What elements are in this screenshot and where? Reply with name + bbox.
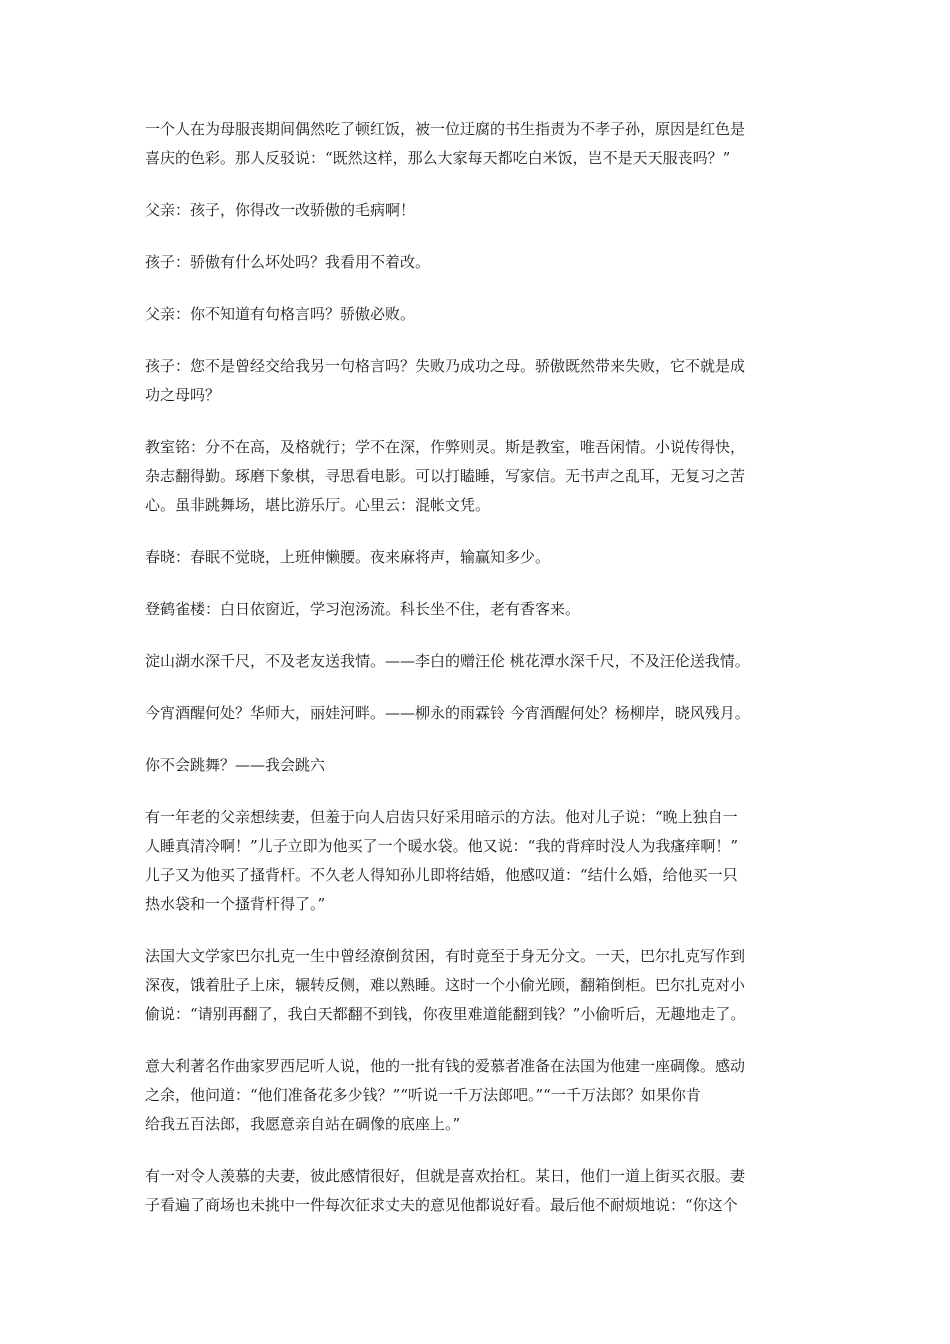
paragraph bbox=[145, 942, 815, 1029]
paragraph bbox=[145, 248, 815, 277]
text-line: 教室铭：分不在高，及格就行；学不在深，作弊则灵。斯是教室，唯吾闲情。小说传得快， bbox=[145, 438, 746, 456]
text-line: 淀山湖水深千尺，不及老友送我情。——李白的赠汪伦 桃花潭水深千尺，不及汪伦送我情。 bbox=[145, 652, 750, 670]
text-line: 之余，他问道：“他们准备花多少钱？”“听说一千万法郎吧。”“一千万法郎？如果你肯 bbox=[145, 1086, 701, 1104]
text-line: 春晓：春眠不觉晓，上班伸懒腰。夜来麻将声，输赢知多少。 bbox=[145, 548, 551, 566]
text-line: 今宵酒醒何处？华师大，丽娃河畔。——柳永的雨霖铃 今宵酒醒何处？杨柳岸，晓风残月。 bbox=[145, 704, 750, 722]
paragraph bbox=[145, 1162, 815, 1220]
paragraph bbox=[145, 196, 815, 225]
text-line: 心。虽非跳舞场，堪比游乐厅。心里云：混帐文凭。 bbox=[145, 496, 491, 514]
text-line: 父亲：你不知道有句格言吗？骄傲必败。 bbox=[145, 305, 416, 323]
text-line: 法国大文学家巴尔扎克一生中曾经潦倒贫困，有时竟至于身无分文。一天，巴尔扎克写作到 bbox=[145, 947, 746, 965]
text-line: 功之母吗？ bbox=[145, 386, 221, 404]
paragraph bbox=[145, 352, 815, 410]
paragraph bbox=[145, 300, 815, 329]
paragraph bbox=[145, 803, 815, 919]
document-body bbox=[145, 115, 815, 1243]
text-line: 杂志翻得勤。琢磨下象棋，寻思看电影。可以打瞌睡，写家信。无书声之乱耳，无复习之苦 bbox=[145, 467, 746, 485]
text-line: 子看遍了商场也未挑中一件每次征求丈夫的意见他都说好看。最后他不耐烦地说：“你这个 bbox=[145, 1196, 738, 1214]
paragraph bbox=[145, 751, 815, 780]
paragraph bbox=[145, 433, 815, 520]
paragraph bbox=[145, 699, 815, 728]
text-line: 父亲：孩子，你得改一改骄傲的毛病啊！ bbox=[145, 201, 416, 219]
paragraph bbox=[145, 1052, 815, 1139]
text-line: 一个人在为母服丧期间偶然吃了顿红饭，被一位迂腐的书生指责为不孝子孙，原因是红色是 bbox=[145, 120, 746, 138]
text-line: 喜庆的色彩。那人反驳说：“既然这样，那么大家每天都吃白米饭，岂不是天天服丧吗？” bbox=[145, 149, 731, 167]
text-line: 偷说：“请别再翻了，我白天都翻不到钱，你夜里难道能翻到钱？”小偷听后，无趣地走了。 bbox=[145, 1005, 746, 1023]
text-line: 有一对令人羡慕的夫妻，彼此感情很好，但就是喜欢抬杠。某日，他们一道上街买衣服。妻 bbox=[145, 1167, 746, 1185]
text-line: 儿子又为他买了搔背杆。不久老人得知孙儿即将结婚，他感叹道：“结什么婚，给他买一只 bbox=[145, 866, 738, 884]
paragraph bbox=[145, 647, 815, 676]
paragraph bbox=[145, 115, 815, 173]
text-line: 深夜，饿着肚子上床，辗转反侧，难以熟睡。这时一个小偷光顾，翻箱倒柜。巴尔扎克对小 bbox=[145, 976, 746, 994]
text-line: 孩子：骄傲有什么坏处吗？我看用不着改。 bbox=[145, 253, 431, 271]
text-line: 孩子：您不是曾经交给我另一句格言吗？失败乃成功之母。骄傲既然带来失败，它不就是成 bbox=[145, 357, 746, 375]
text-line: 意大利著名作曲家罗西尼听人说，他的一批有钱的爱慕者准备在法国为他建一座碉像。感动 bbox=[145, 1057, 746, 1075]
paragraph bbox=[145, 595, 815, 624]
text-line: 人睡真清冷啊！”儿子立即为他买了一个暖水袋。他又说：“我的背痒时没人为我瘙痒啊！” bbox=[145, 837, 739, 855]
text-line: 热水袋和一个搔背杆得了。” bbox=[145, 895, 326, 913]
text-line: 你不会跳舞？——我会跳六 bbox=[145, 756, 326, 774]
paragraph bbox=[145, 543, 815, 572]
text-line: 给我五百法郎，我愿意亲自站在碉像的底座上。” bbox=[145, 1115, 461, 1133]
text-line: 登鹤雀楼：白日依窗近，学习泡汤流。科长坐不住，老有香客来。 bbox=[145, 600, 581, 618]
text-line: 有一年老的父亲想续妻，但羞于向人启齿只好采用暗示的方法。他对儿子说：“晚上独自一 bbox=[145, 808, 738, 826]
